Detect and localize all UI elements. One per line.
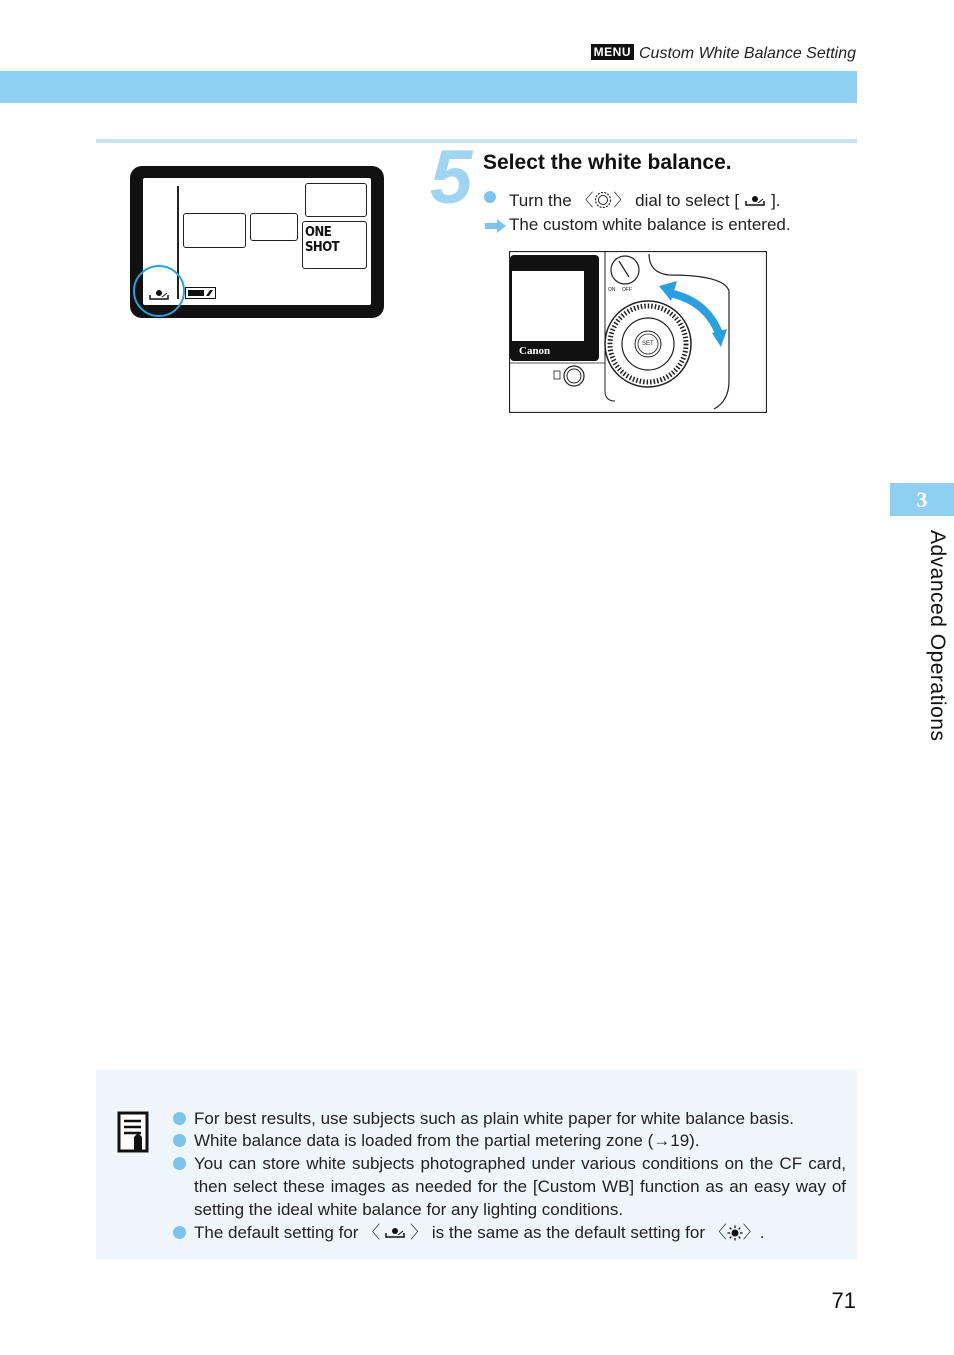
- menu-icon: MENU: [591, 44, 634, 60]
- memo-icon: [117, 1111, 151, 1160]
- bullet-icon: [173, 1157, 186, 1170]
- power-on-label: ON: [608, 287, 616, 293]
- note-item: You can store white subjects photographed under various conditions on the CF card, then select these images as needed for the [Custom WB] function as an easy way of setting the ideal white balance for any lighting conditions.: [194, 1154, 846, 1219]
- note-item: White balance data is loaded from the partial metering zone (→19).: [194, 1131, 700, 1150]
- camera-brand-logo: Canon: [519, 345, 551, 357]
- step-title: Select the white balance.: [483, 151, 732, 174]
- result-arrow-icon: [485, 218, 507, 239]
- lcd-segment-box: [250, 213, 298, 241]
- step-instruction: Turn the 〈 〉 dial to select [ ].: [509, 186, 781, 214]
- section-divider: [96, 139, 857, 143]
- battery-icon: [185, 286, 216, 298]
- lcd-mode-label: ONE SHOT: [305, 225, 340, 255]
- lcd-mode-box: [302, 221, 367, 269]
- quick-control-dial-icon: [594, 191, 612, 214]
- set-button-label: SET: [642, 341, 654, 347]
- highlight-circle: [133, 265, 185, 317]
- bullet-icon: [173, 1112, 186, 1125]
- bullet-icon: [173, 1226, 186, 1239]
- chapter-tab: 3: [890, 483, 954, 516]
- daylight-icon: [727, 1224, 743, 1247]
- bullet-icon: [173, 1134, 186, 1147]
- camera-back-illustration: [509, 251, 767, 413]
- custom-wb-icon: [744, 192, 766, 212]
- step-number: 5: [430, 135, 473, 220]
- custom-wb-icon: [384, 1222, 406, 1245]
- note-item: For best results, use subjects such as plain white paper for white balance basis.: [194, 1109, 795, 1128]
- running-header: [0, 44, 856, 63]
- lcd-segment-box: [305, 183, 367, 217]
- page-number: 71: [831, 1288, 856, 1313]
- header-band: [0, 71, 857, 103]
- header-title: Custom White Balance Setting: [639, 45, 856, 62]
- power-off-label: OFF: [622, 287, 632, 293]
- lcd-segment-box: [183, 213, 246, 248]
- note-item: The default setting for 〈 〉 is the same as the default setting for 〈 〉.: [194, 1221, 846, 1247]
- chapter-label: Advanced Operations: [926, 530, 949, 742]
- bullet-icon: [484, 191, 496, 203]
- step-result: The custom white balance is entered.: [509, 215, 791, 234]
